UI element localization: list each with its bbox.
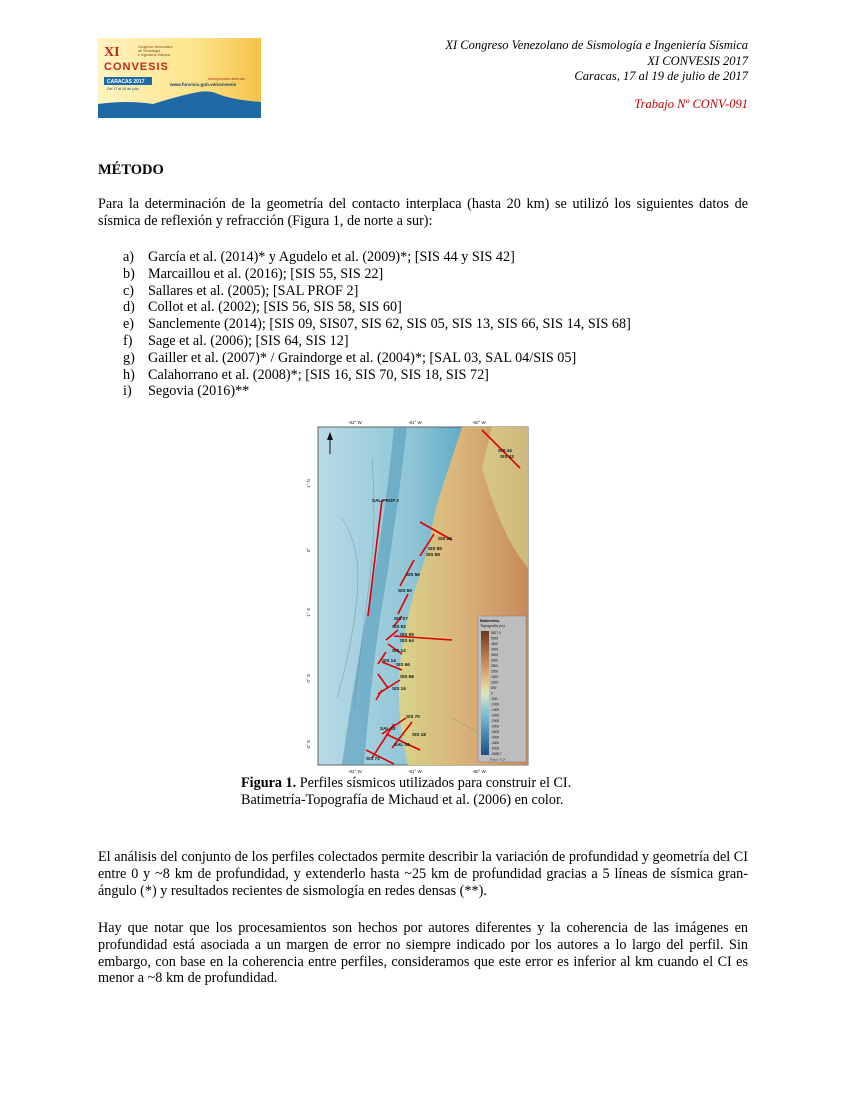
tick-label: -3° S — [306, 739, 311, 750]
tick-label: -82° W — [348, 769, 362, 774]
profile-label: SIS 07 — [394, 616, 408, 621]
svg-text:-1000: -1000 — [491, 702, 500, 707]
svg-text:1000: 1000 — [491, 680, 499, 685]
profile-label: SIS 16 — [392, 686, 406, 691]
list-item: a) García et al. (2014)* y Agudelo et al. (2009)*; [SIS 44 y SIS 42] — [123, 249, 515, 265]
list-item: e) Sanclemente (2014); [SIS 09, SIS07, SIS 62, SIS 05, SIS 13, SIS 66, SIS 14, SIS 68] — [123, 316, 631, 333]
profile-label: SAL 04 — [394, 742, 410, 747]
svg-text:-500: -500 — [491, 697, 498, 701]
reference-list — [123, 249, 631, 400]
svg-text:4000: 4000 — [491, 647, 499, 652]
profile-label: SIS 22 — [438, 536, 452, 541]
profile-label: SAL 03 — [380, 726, 396, 731]
tick-label: 1° N — [306, 479, 311, 488]
svg-text:-2500: -2500 — [491, 719, 500, 723]
caption-label: Figura 1. — [241, 775, 297, 791]
tick-label: 0° — [306, 547, 311, 552]
logo-city-badge: CARACAS 2017 — [107, 79, 145, 85]
svg-text:5827.3: 5827.3 — [491, 631, 501, 635]
svg-text:2000: 2000 — [491, 669, 499, 674]
topography-legend — [478, 616, 526, 762]
tick-label: -80° W — [472, 420, 486, 425]
list-item: b) Marcaillou et al. (2016); [SIS 55, SIS 22] — [123, 265, 384, 282]
tick-label: -2° S — [306, 673, 311, 684]
svg-text:-1500: -1500 — [491, 708, 500, 712]
svg-text:Batimetría-: Batimetría- — [480, 619, 500, 623]
svg-text:-5000: -5000 — [491, 746, 500, 751]
logo-url: www.funvisis.gob.ve/convesis — [170, 82, 237, 87]
profile-label: SIS 58 — [426, 552, 440, 557]
svg-text:-3000: -3000 — [491, 724, 500, 729]
svg-text:3500: 3500 — [491, 653, 499, 657]
svg-text:1500: 1500 — [491, 675, 499, 679]
list-item: g) Gailler et al. (2007)* / Graindorge et al. (2004)*; [SAL 03, SAL 04/SIS 05] — [123, 349, 577, 366]
svg-text:500: 500 — [491, 686, 497, 690]
seismic-profiles-map — [302, 418, 547, 775]
header-line-2: XI CONVESIS 2017 — [647, 53, 748, 68]
profile-label: SIS 44 — [498, 448, 512, 453]
svg-text:Congreso Venezolano: Congreso Venezolano — [138, 45, 173, 49]
header-line-3: Caracas, 17 al 19 de julio de 2017 — [574, 69, 748, 83]
profile-label: SIS 68 — [400, 674, 414, 679]
profile-label: SIS 66 — [396, 662, 410, 667]
svg-text:4500: 4500 — [491, 642, 499, 646]
svg-text:Topografía (m): Topografía (m) — [480, 624, 505, 628]
profile-label: SIS 55 — [428, 546, 442, 551]
profile-label: SIS 70 — [406, 714, 420, 719]
svg-text:Del 17 al 19 de julio: Del 17 al 19 de julio — [107, 87, 139, 91]
profile-label: SIS 62 — [392, 624, 406, 629]
tick-label: -81° W — [408, 769, 422, 774]
svg-text:0: 0 — [491, 691, 493, 696]
svg-text:-4000: -4000 — [491, 735, 500, 740]
profile-label: SIS 72 — [366, 756, 380, 761]
svg-text:-5536.7: -5536.7 — [491, 752, 502, 756]
section-title: MÉTODO — [98, 162, 164, 178]
tick-label: -1° S — [306, 607, 311, 618]
profile-label: SIS 18 — [412, 732, 426, 737]
error-paragraph: Hay que notar que los procesamientos son hechos por autores diferentes y la coherencia de las imágenes en profundidad está asociada a un margen de error no siempre indicado por los autores a lo largo del perfil. Sin embargo, con base en la coherencia entre perfiles, consideramos que este error es inferior al km cuando el CI es menor a ~8 km de profundidad. — [98, 920, 748, 987]
profile-label: SAL PROF 2 — [372, 498, 399, 503]
list-item: i) Segovia (2016)** — [123, 383, 250, 400]
svg-text:e Ingeniería Sísmica: e Ingeniería Sísmica — [138, 53, 170, 57]
svg-text:Inscripciones abiertas: Inscripciones abiertas — [208, 77, 245, 81]
profile-label: SIS 14 — [382, 658, 396, 663]
svg-text:2500: 2500 — [491, 664, 499, 668]
analysis-paragraph: El análisis del conjunto de los perfiles colectados permite describir la variación de profundidad y geometría del CI entre 0 y ~8 km de profundidad, y extenderlo hasta ~25 km de profundidad gracias a 5 líneas de sísmica gran-ángulo (*) y resultados recientes de sismología en redes densas (**). — [98, 849, 748, 899]
convesis-logo — [98, 38, 261, 118]
svg-text:5000: 5000 — [491, 636, 499, 641]
svg-text:-2000: -2000 — [491, 713, 500, 718]
profile-label: SIS 64 — [400, 638, 414, 643]
header-line-1: XI Congreso Venezolano de Sismología e Ingeniería Sísmica — [445, 38, 748, 52]
page-header — [445, 38, 748, 112]
svg-text:Datos: TCA: Datos: TCA — [490, 757, 506, 762]
profile-label: SIS 60 — [398, 588, 412, 593]
tick-label: -82° W — [348, 420, 362, 425]
tick-label: -81° W — [408, 420, 422, 425]
svg-text:de Sismología: de Sismología — [138, 49, 161, 53]
list-item: d) Collot et al. (2002); [SIS 56, SIS 58, SIS 60] — [123, 299, 402, 316]
list-item: f) Sage et al. (2006); [SIS 64, SIS 12] — [123, 332, 349, 349]
logo-title-2: CONVESIS — [104, 61, 169, 73]
profile-label: SIS 42 — [500, 454, 514, 459]
svg-text:-3500: -3500 — [491, 730, 500, 734]
work-number: Trabajo Nº CONV-091 — [634, 96, 748, 111]
profile-label: SIS 12 — [392, 648, 406, 653]
list-item: h) Calahorrano et al. (2008)*; [SIS 16, SIS 70, SIS 18, SIS 72] — [123, 366, 489, 383]
logo-title-1: XI — [104, 45, 120, 60]
list-item: c) Sallares et al. (2005); [SAL PROF 2] — [123, 282, 359, 299]
figure-caption: Figura 1. Perfiles sísmicos utilizados para construir el CI. Batimetría-Topografía de Michaud et al. (2006) en color. — [241, 775, 572, 808]
profile-label: SIS 56 — [406, 572, 420, 577]
svg-text:-4500: -4500 — [491, 741, 500, 745]
svg-text:3000: 3000 — [491, 658, 499, 663]
intro-paragraph: Para la determinación de la geometría del contacto interplaca (hasta 20 km) se utilizó los siguientes datos de sísmica de reflexión y refracción (Figura 1, de norte a sur): — [98, 196, 748, 229]
profile-label: SIS 05 — [400, 632, 414, 637]
tick-label: -80° W — [472, 769, 486, 774]
